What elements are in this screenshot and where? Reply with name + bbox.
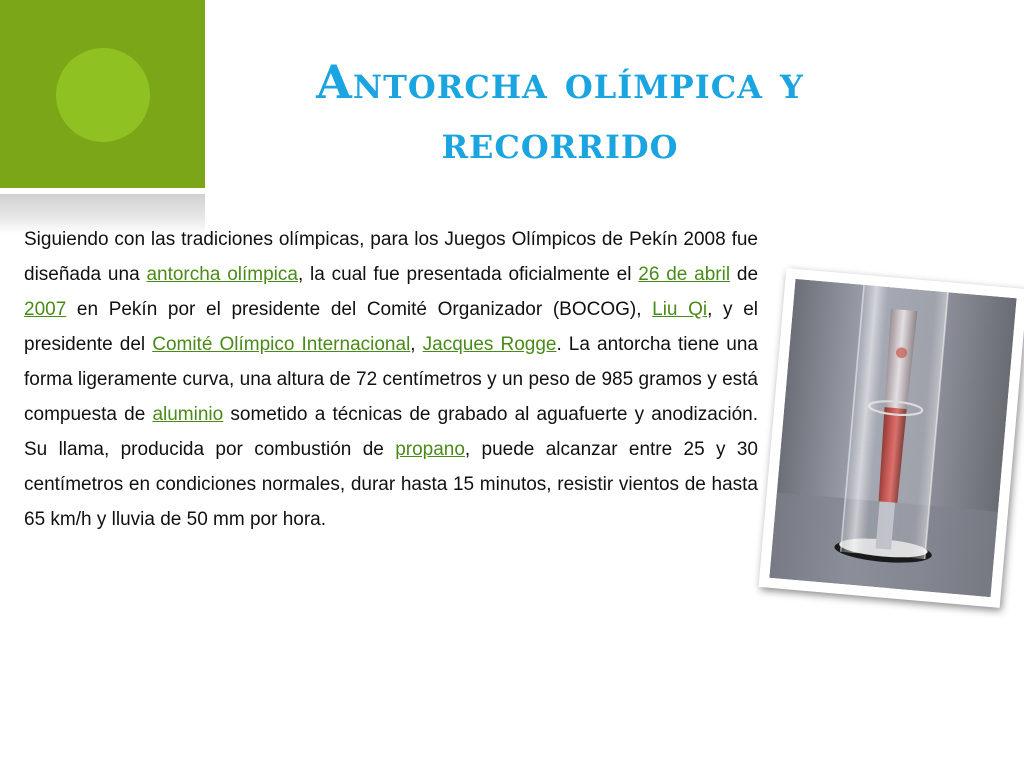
olympic-torch-photo — [769, 279, 1016, 597]
link-26-de-abril[interactable]: 26 de abril — [638, 264, 731, 285]
decorative-green-block — [0, 0, 205, 188]
link-aluminio[interactable]: aluminio — [152, 404, 224, 425]
text-segment: , — [410, 334, 423, 355]
body-paragraph — [24, 222, 758, 537]
text-segment: , puede alcanzar entre 25 y 30 centímetros en condiciones normales, durar hasta 15 minutos, resistir vientos de hasta 65 km/h y lluvia de 50 mm por hora. — [24, 439, 758, 530]
torch-photo-frame — [759, 268, 1024, 608]
decorative-circle — [56, 48, 150, 142]
text-segment: de — [730, 264, 759, 285]
link-jacques-rogge[interactable]: Jacques Rogge — [422, 334, 557, 355]
link-antorcha-olimpica[interactable]: antorcha olímpica — [146, 264, 298, 285]
text-segment: . La antorcha tiene una forma ligeramente curva, una altura de 72 centímetros y un peso de 985 gramos y está compuesta de — [24, 334, 758, 425]
text-segment: en Pekín por el presidente del Comité Organizador (BOCOG), — [66, 299, 653, 320]
text-segment: , y el presidente del — [24, 299, 758, 355]
slide-title: Antorcha olímpica y recorrido — [316, 55, 804, 169]
text-segment: sometido a técnicas de grabado al aguafuerte y anodización. Su llama, producida por combustión de — [24, 404, 758, 460]
link-comite-olimpico-internacional[interactable]: Comité Olímpico Internacional — [152, 334, 411, 355]
text-segment: Siguiendo con las tradiciones olímpicas, para los Juegos Olímpicos de Pekín 2008 fue diseñada una — [24, 229, 758, 285]
link-propano[interactable]: propano — [395, 439, 465, 460]
text-segment: , la cual fue presentada oficialmente el — [297, 264, 639, 285]
link-liu-qi[interactable]: Liu Qi — [652, 299, 708, 320]
link-2007[interactable]: 2007 — [24, 299, 67, 320]
